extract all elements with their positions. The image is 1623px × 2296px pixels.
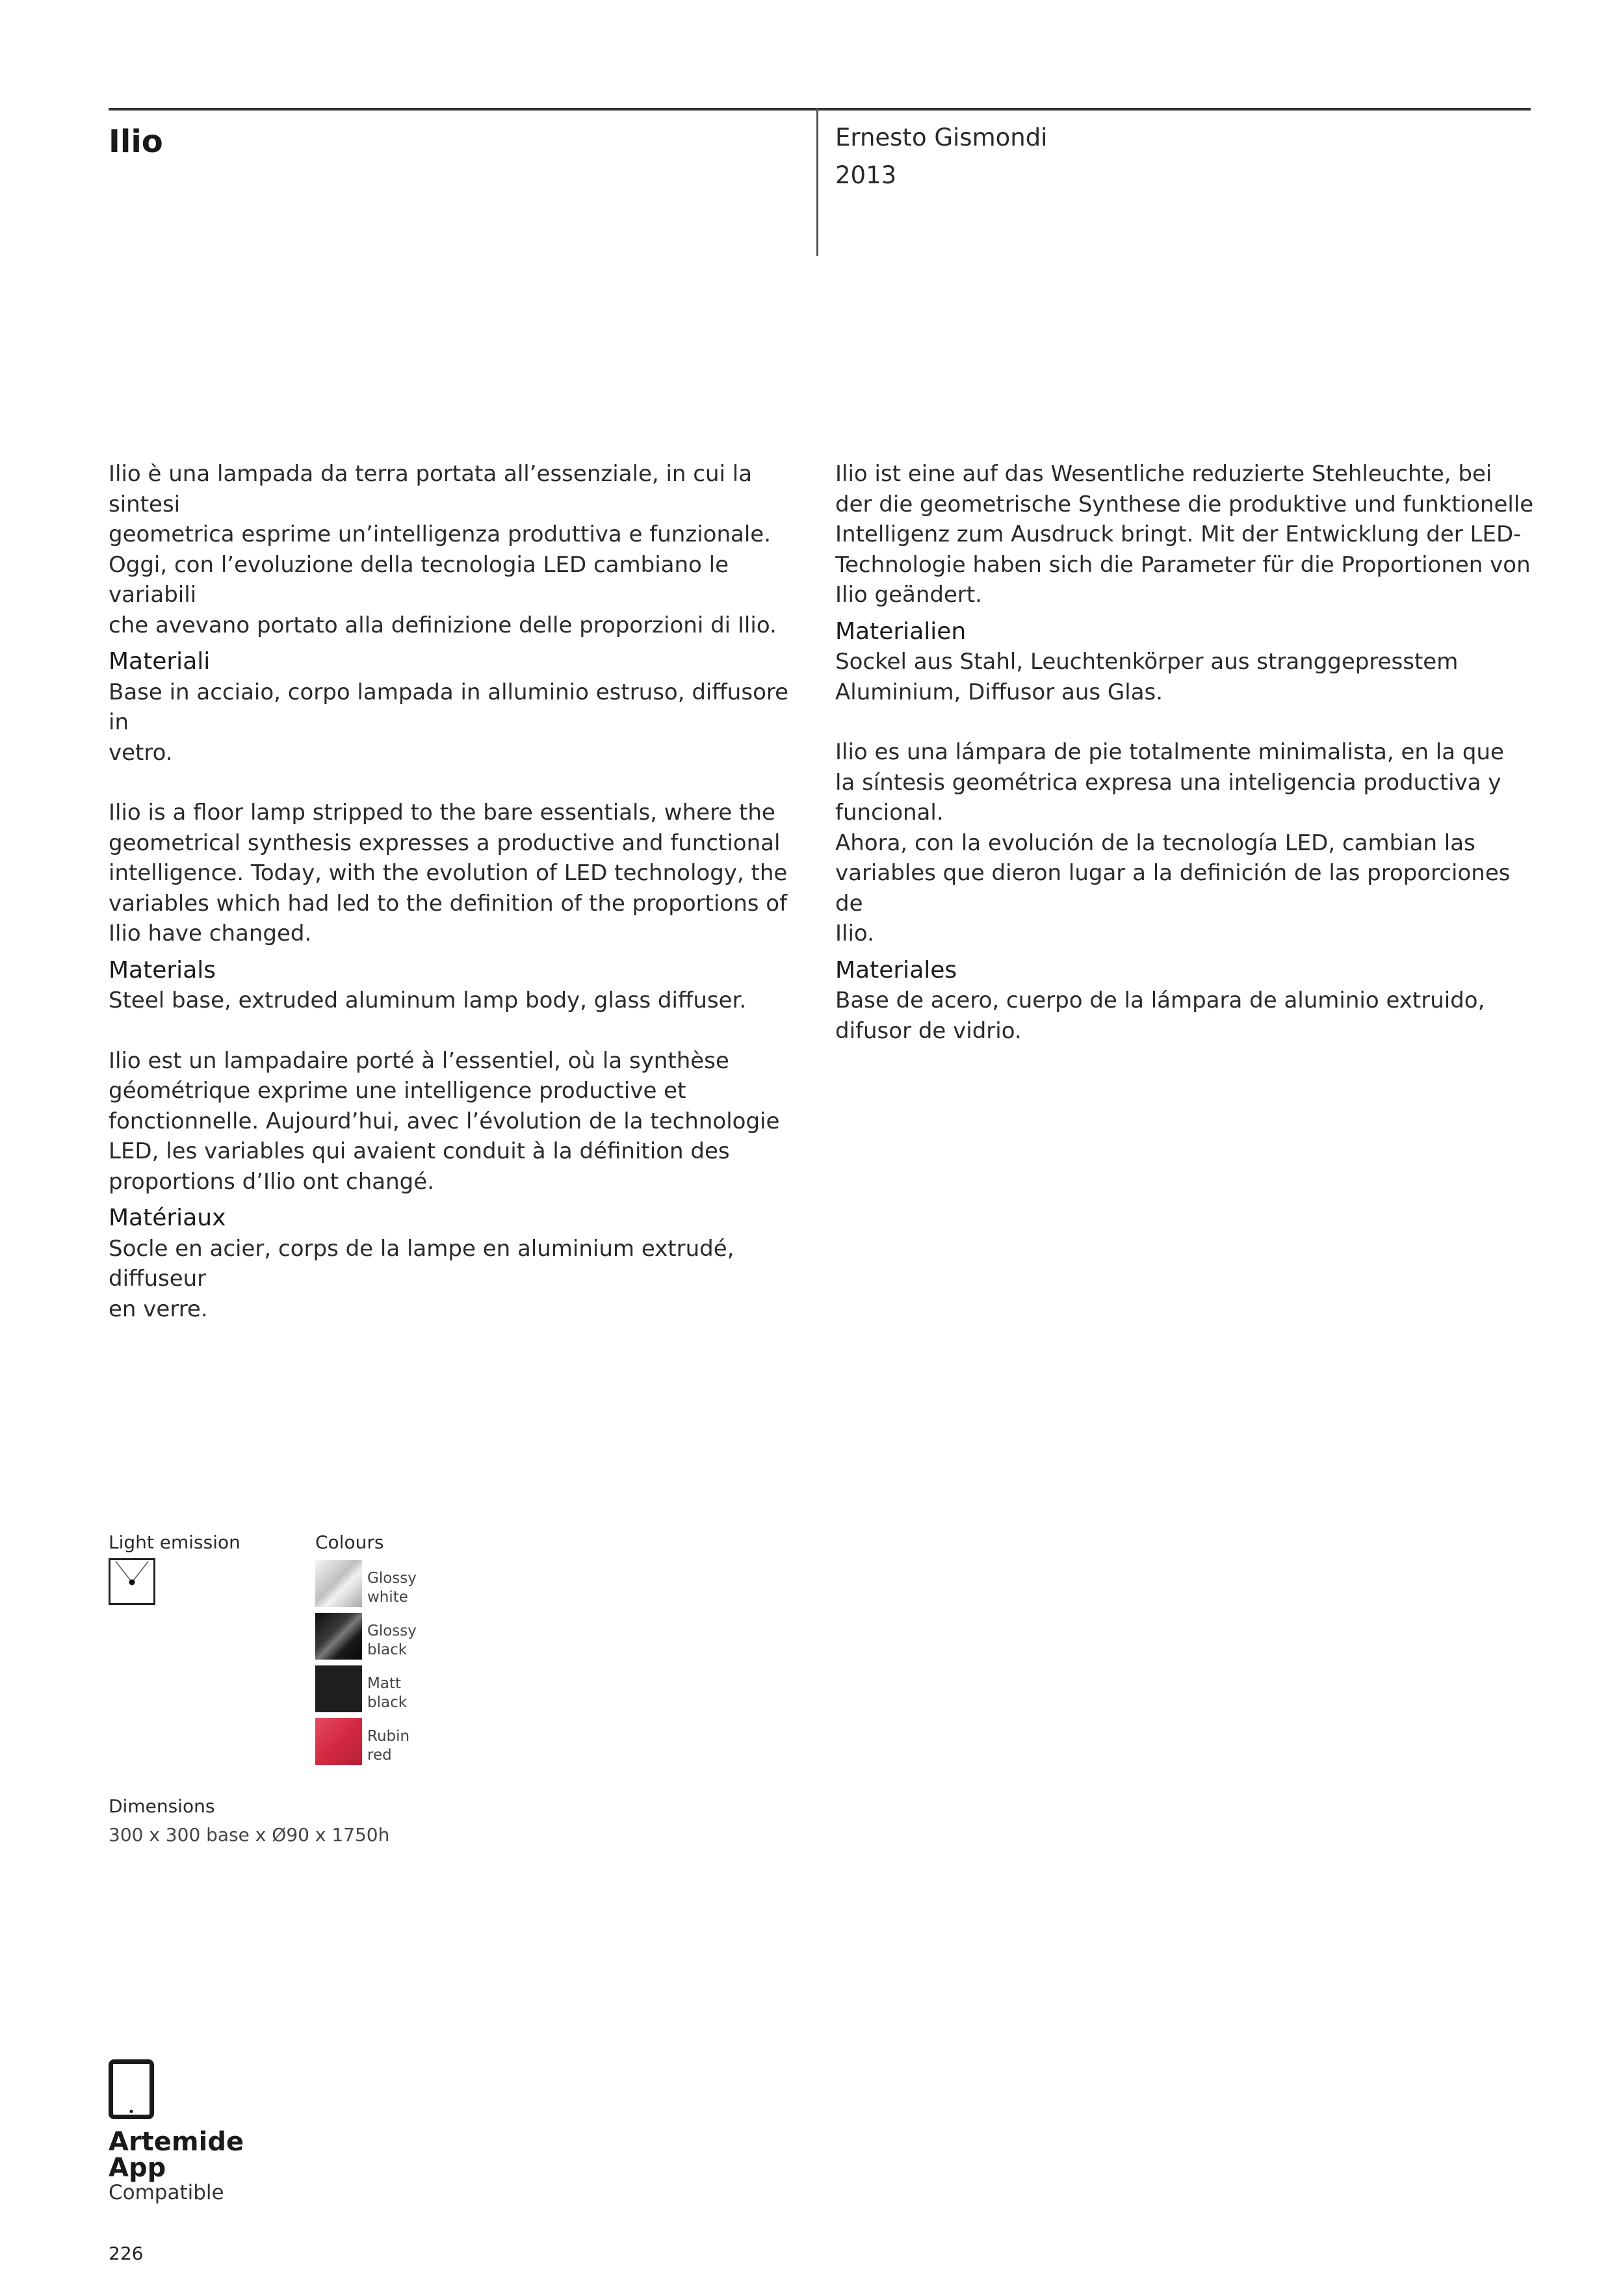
italian-materials-heading: Materiali: [109, 648, 211, 675]
english-materials-heading: Materials: [109, 956, 216, 984]
spanish-materials: Base de acero, cuerpo de la lámpara de aluminio extruido, difusor de vidrio.: [835, 987, 1485, 1044]
app-badge-line2: App: [109, 2153, 166, 2183]
italian-description: Ilio è una lampada da terra portata all’essenziale, in cui la sintesi geometrica esprime un’intelligenza produttiva e funzionale. Oggi, con l’evoluzione della tecnologia LED cambiano le variabili che avevano portato alla definizione delle proporzioni di Ilio.: [109, 461, 777, 638]
german-materials: Sockel aus Stahl, Leuchtenkörper aus stranggepresstem Aluminium, Diffusor aus Glas.: [835, 649, 1459, 705]
colour-label-matt-black: Matt black: [367, 1675, 408, 1711]
colour-swatch-glossy-black: [315, 1613, 362, 1660]
designer-name: Ernesto Gismondi: [835, 124, 1048, 151]
dimensions-value: 300 x 300 base x Ø90 x 1750h: [109, 1824, 390, 1846]
colour-label-glossy-white: Glossy white: [367, 1570, 417, 1606]
light-emission-label: Light emission: [109, 1532, 240, 1553]
italian-materials: Base in acciaio, corpo lampada in alluminio estruso, diffusore in vetro.: [109, 679, 789, 766]
colour-swatch-rubin-red: [315, 1718, 362, 1765]
spanish-description: Ilio es una lámpara de pie totalmente minimalista, en la que la síntesis geométrica expresa una inteligencia productiva y funcional. Ahora, con la evolución de la tecnología LED, cambian las variables que dieron lugar a la definición de las proporciones de Ilio.: [835, 739, 1511, 946]
colour-label-glossy-black: Glossy black: [367, 1623, 417, 1658]
app-badge-line3: Compatible: [109, 2181, 224, 2204]
english-description: Ilio is a floor lamp stripped to the bare essentials, where the geometrical synthesis expresses a productive and functional intelligence. Today, with the evolution of LED technology, the variables which had led to the definition of the proportions of Ilio have changed.: [109, 800, 788, 946]
french-materials: Socle en acier, corps de la lampe en aluminium extrudé, diffuseur en verre.: [109, 1235, 734, 1322]
header-divider: [816, 108, 818, 256]
spanish-materials-heading: Materiales: [835, 956, 957, 984]
colour-label-rubin-red: Rubin red: [367, 1728, 410, 1764]
page-number: 226: [109, 2243, 144, 2264]
colour-swatch-glossy-white: [315, 1560, 362, 1607]
app-badge-line1: Artemide: [109, 2127, 244, 2157]
french-materials-heading: Matériaux: [109, 1205, 226, 1231]
colour-swatch-matt-black: [315, 1665, 362, 1712]
description-left-column: [109, 459, 807, 1324]
german-description: Ilio ist eine auf das Wesentliche reduzierte Stehleuchte, bei der die geometrische Synthese die produktive und funktionelle Intelligenz zum Ausdruck bringt. Mit der Entwicklung der LED- Technologie haben sich die Parameter für die Proportionen von Ilio geändert.: [835, 461, 1534, 608]
english-materials: Steel base, extruded aluminum lamp body, glass diffuser.: [109, 987, 747, 1013]
tablet-icon: [109, 2059, 154, 2119]
design-year: 2013: [835, 161, 897, 189]
header-rule: [109, 108, 1531, 111]
downlight-emission-icon: [109, 1558, 155, 1605]
product-title: Ilio: [109, 124, 163, 160]
artemide-app-badge: [109, 2129, 244, 2204]
french-description: Ilio est un lampadaire porté à l’essentiel, où la synthèse géométrique exprime une intelligence productive et fonctionnelle. Aujourd’hui, avec l’évolution de la technologie LED, les variables qui avaient conduit à la définition des proportions d’Ilio ont changé.: [109, 1047, 780, 1195]
dimensions-label: Dimensions: [109, 1795, 215, 1817]
german-materials-heading: Materialien: [835, 618, 967, 645]
description-right-column: [835, 459, 1534, 1046]
colours-label: Colours: [315, 1532, 384, 1553]
